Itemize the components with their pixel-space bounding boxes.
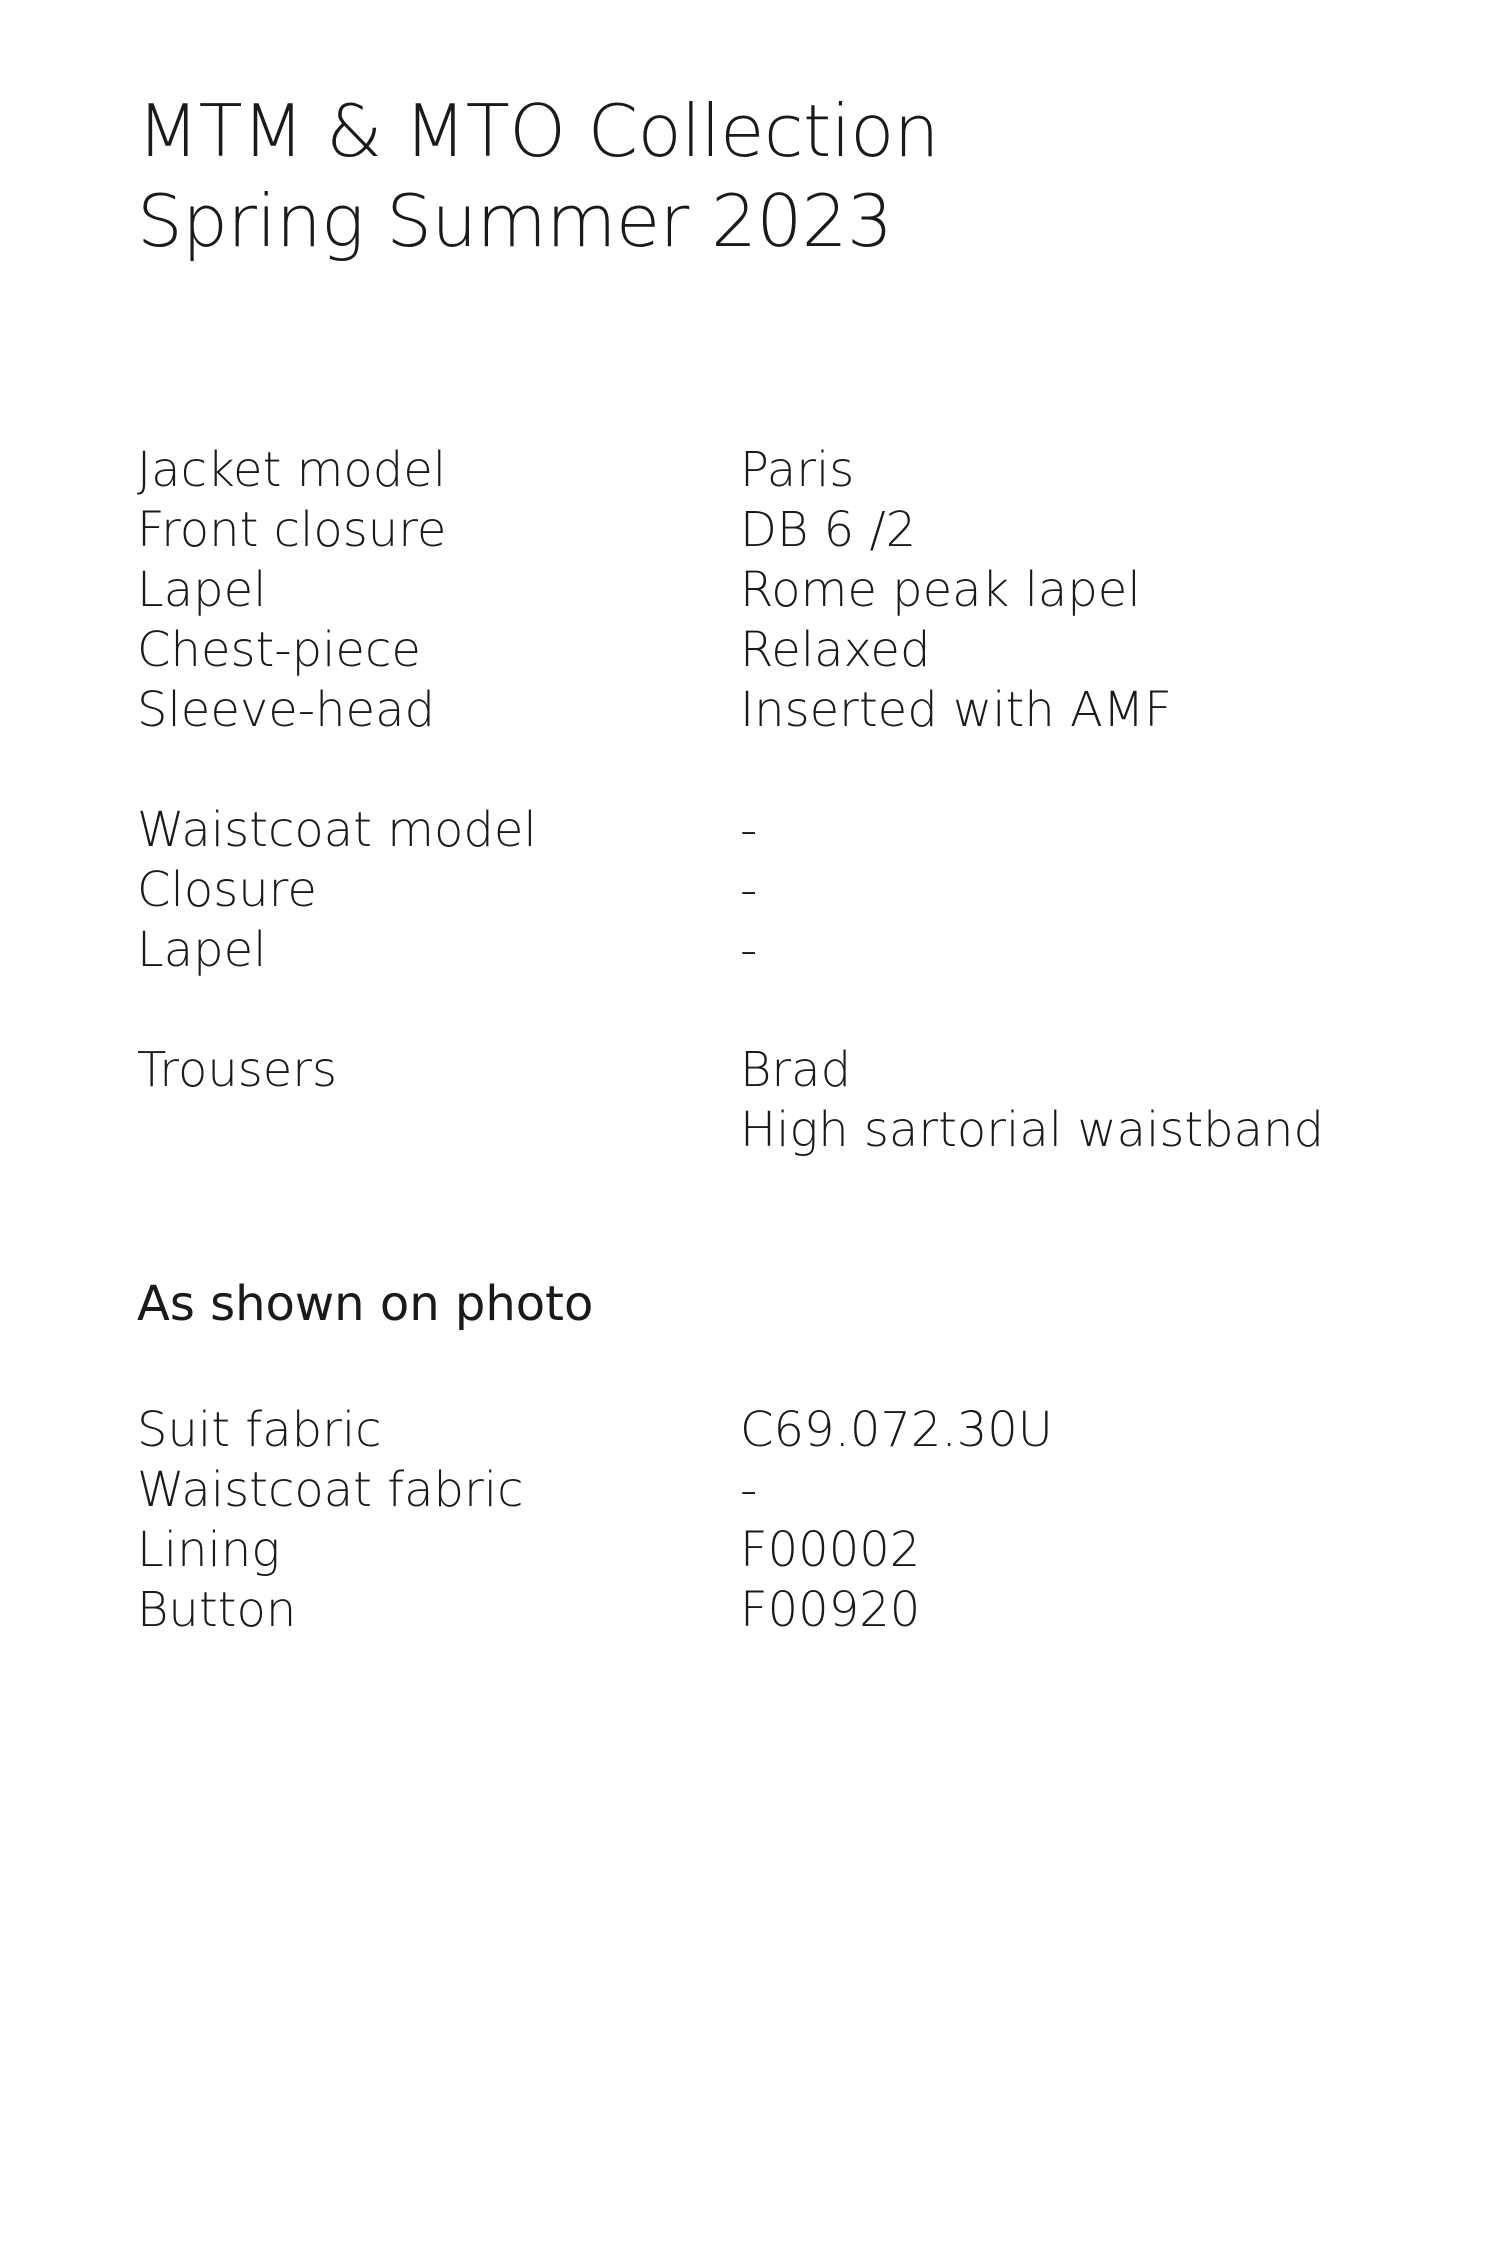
spec-value: F00002 <box>740 1522 921 1578</box>
spec-value: - <box>740 922 758 978</box>
spec-value: DB 6 /2 <box>740 502 917 558</box>
spec-value: - <box>740 862 758 918</box>
spec-label: Lapel <box>137 562 267 618</box>
spec-value: Paris <box>740 442 855 498</box>
spec-value: C69.072.30U <box>740 1402 1053 1458</box>
title-line-collection: MTM & MTO Collection <box>137 89 939 173</box>
spec-value: Rome peak lapel <box>740 562 1141 618</box>
spec-label: Lining <box>137 1522 281 1578</box>
spec-label: Front closure <box>137 502 447 558</box>
spec-label: Trousers <box>137 1042 338 1098</box>
spec-label: Lapel <box>137 922 267 978</box>
spec-label: Suit fabric <box>137 1402 382 1458</box>
spec-label: Sleeve-head <box>137 682 435 738</box>
spec-value: Inserted with AMF <box>740 682 1172 738</box>
spec-value: High sartorial waistband <box>740 1102 1324 1158</box>
spec-value: - <box>740 802 758 858</box>
spec-value: Brad <box>740 1042 852 1098</box>
spec-label: Button <box>137 1582 297 1638</box>
page-title <box>137 86 939 266</box>
spec-label: Closure <box>137 862 317 918</box>
spec-label: Chest-piece <box>137 622 421 678</box>
title-line-season: Spring Summer 2023 <box>137 179 893 263</box>
spec-value: - <box>740 1462 758 1518</box>
section-note: As shown on photo <box>137 1276 594 1332</box>
spec-label: Waistcoat model <box>137 802 537 858</box>
spec-label: Jacket model <box>137 442 447 498</box>
spec-label: Waistcoat fabric <box>137 1462 524 1518</box>
spec-value: F00920 <box>740 1582 921 1638</box>
spec-value: Relaxed <box>740 622 931 678</box>
